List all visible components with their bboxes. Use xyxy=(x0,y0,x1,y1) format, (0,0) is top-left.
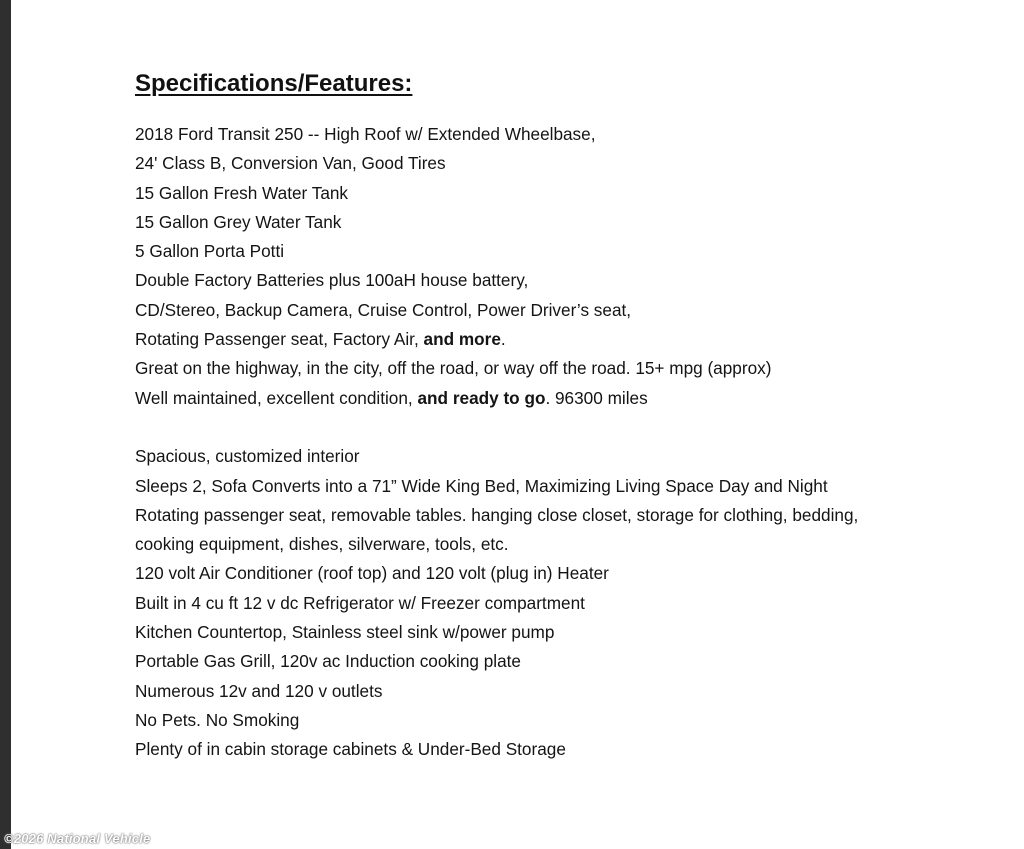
spec-line: 2018 Ford Transit 250 -- High Roof w/ Extended Wheelbase, xyxy=(135,124,596,144)
spec-text: Well maintained, excellent condition, xyxy=(135,387,418,408)
spec-line: 5 Gallon Porta Potti xyxy=(135,241,285,262)
page-title: Specifications/Features: xyxy=(135,70,413,97)
spec-text: Rotating Passenger seat, Factory Air, xyxy=(135,329,424,350)
spec-text: . xyxy=(500,329,506,350)
paragraph-gap xyxy=(135,413,995,442)
interior-line: Numerous 12v and 120 v outlets xyxy=(135,680,383,701)
interior-line: No Pets. No Smoking xyxy=(135,709,300,730)
interior-line: Plenty of in cabin storage cabinets & Under-Bed Storage xyxy=(135,739,566,760)
interior-line: Rotating passenger seat, removable tables. hanging close closet, storage for clothing, bedding, xyxy=(135,504,859,525)
interior-line: Spacious, customized interior xyxy=(135,446,360,467)
interior-line: Built in 4 cu ft 12 v dc Refrigerator w/ Freezer compartment xyxy=(135,592,585,613)
spec-line: CD/Stereo, Backup Camera, Cruise Control, Power Driver’s seat, xyxy=(135,299,632,320)
spec-line: Great on the highway, in the city, off the road, or way off the road. 15+ mpg (approx) xyxy=(135,358,772,379)
spec-line: 15 Gallon Fresh Water Tank xyxy=(135,182,349,203)
spec-line xyxy=(135,325,995,354)
interior-list xyxy=(135,442,995,764)
spec-emphasis: and more xyxy=(423,329,501,350)
spec-line: 24' Class B, Conversion Van, Good Tires xyxy=(135,153,446,174)
spec-line: Double Factory Batteries plus 100aH house battery, xyxy=(135,270,529,291)
interior-line: Portable Gas Grill, 120v ac Induction cooking plate xyxy=(135,651,521,672)
copyright-watermark: ©2026 National Vehicle xyxy=(4,831,151,846)
interior-line: Sleeps 2, Sofa Converts into a 71” Wide King Bed, Maximizing Living Space Day and Night xyxy=(135,475,828,496)
spec-text: . 96300 miles xyxy=(545,387,648,408)
left-edge-strip xyxy=(0,0,11,849)
spec-line xyxy=(135,384,995,413)
spec-document xyxy=(135,70,995,765)
spec-emphasis: and ready to go xyxy=(417,387,546,408)
spec-line: 15 Gallon Grey Water Tank xyxy=(135,211,342,232)
interior-line: Kitchen Countertop, Stainless steel sink w/power pump xyxy=(135,622,555,643)
spec-list xyxy=(135,120,995,413)
interior-line: cooking equipment, dishes, silverware, tools, etc. xyxy=(135,534,509,555)
interior-line: 120 volt Air Conditioner (roof top) and 120 volt (plug in) Heater xyxy=(135,563,609,584)
